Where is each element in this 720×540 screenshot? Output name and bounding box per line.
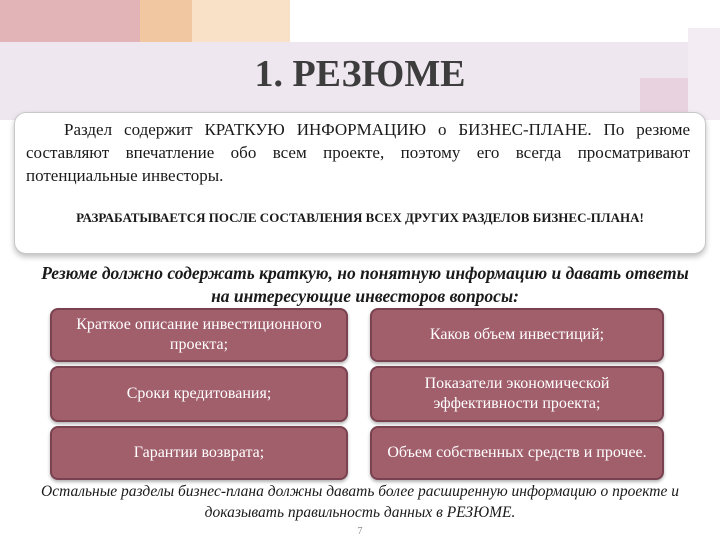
summary-note: РАЗРАБАТЫВАЕТСЯ ПОСЛЕ СОСТАВЛЕНИЯ ВСЕХ ДРУГИХ РАЗДЕЛОВ БИЗНЕС-ПЛАНА!	[76, 210, 644, 225]
header-decoration-peach	[192, 0, 290, 42]
closing-text: Остальные разделы бизнес-плана должны давать более расширенную информацию о проекте и доказывать правильность данных в РЕЗЮМЕ.	[41, 483, 679, 521]
question-item: Сроки кредитования;	[50, 366, 348, 422]
header-decoration-orange	[140, 0, 192, 42]
question-item: Объем собственных средств и прочее.	[370, 426, 664, 480]
question-item: Каков объем инвестиций;	[370, 308, 664, 362]
page-number: 7	[357, 526, 363, 537]
header-decoration-pink	[0, 0, 140, 42]
question-item: Гарантии возврата;	[50, 426, 348, 480]
summary-text: Раздел содержит КРАТКУЮ ИНФОРМАЦИЮ о БИЗНЕС-ПЛАНЕ. По резюме составляют впечатление обо всем проекте, поэтому его всегда просматривают потенциальные инвесторы.	[26, 120, 690, 185]
question-item: Краткое описание инвестиционного проекта;	[50, 308, 348, 362]
question-item: Показатели экономической эффективности проекта;	[370, 366, 664, 422]
intro-text: Резюме должно содержать краткую, но понятную информацию и давать ответы на интересующие инвесторов вопросы:	[41, 263, 689, 306]
slide-title: 1. РЕЗЮМЕ	[254, 53, 466, 95]
